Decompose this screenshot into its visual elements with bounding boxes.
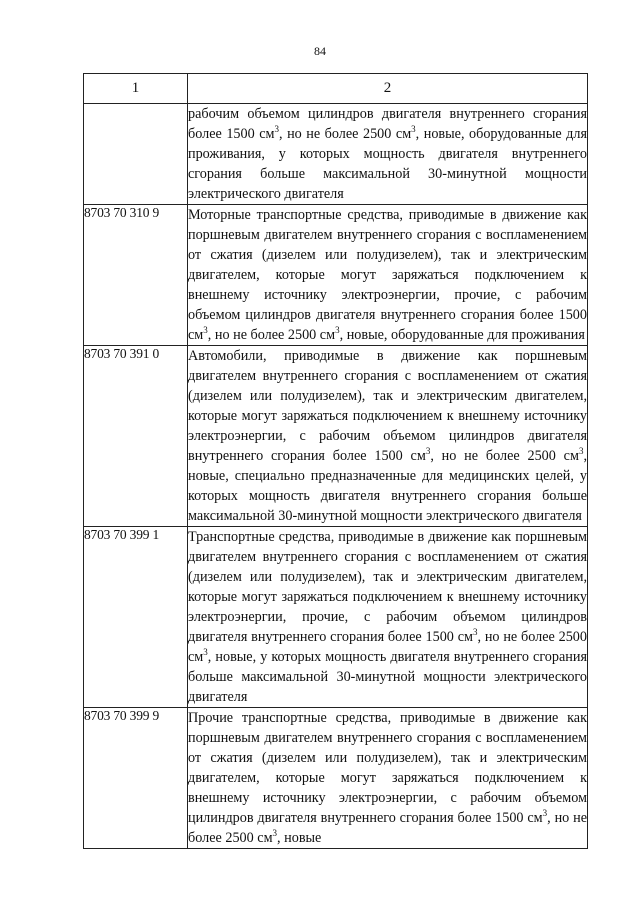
column-header-1: 1 bbox=[84, 74, 188, 104]
commodity-code: 8703 70 391 0 bbox=[84, 346, 188, 527]
tariff-table bbox=[83, 73, 588, 849]
page-number: 84 bbox=[314, 44, 326, 58]
commodity-code: 8703 70 310 9 bbox=[84, 205, 188, 346]
table-row bbox=[84, 104, 588, 205]
commodity-description: Транспортные средства, приводимые в движение как поршневым двигателем внутреннего сгорания с воспламенением от сжатия (дизелем или полудизелем), так и электрическим двигателем, которые могут заряжаться подключением к внешнему источнику электроэнергии, прочие, с рабочим объемом цилиндров двигателя внутреннего сгорания более 1500 $см^3$, но не более 2500 $см^3$, новые, у которых мощность двигателя внутреннего сгорания больше максимальной 30-минутной мощности электрического двигателя bbox=[188, 527, 588, 708]
table-row bbox=[84, 205, 588, 346]
commodity-code: 8703 70 399 1 bbox=[84, 527, 188, 708]
commodity-code bbox=[84, 104, 188, 205]
table-row bbox=[84, 708, 588, 849]
commodity-code: 8703 70 399 9 bbox=[84, 708, 188, 849]
table-header-row bbox=[84, 74, 588, 104]
commodity-description: Моторные транспортные средства, приводимые в движение как поршневым двигателем внутреннего сгорания с воспламенением от сжатия (дизелем или полудизелем), так и электрическим двигателем, которые могут заряжаться подключением к внешнему источнику электроэнергии, прочие, с рабочим объемом цилиндров двигателя внутреннего сгорания более 1500 $см^3$, но не более 2500 $см^3$, новые, оборудованные для проживания bbox=[188, 205, 588, 346]
table-row bbox=[84, 527, 588, 708]
commodity-description: рабочим объемом цилиндров двигателя внутреннего сгорания более 1500 $см^3$, но не более 2500 $см^3$, новые, оборудованные для проживания, у которых мощность двигателя внутреннего сгорания больше максимальной 30-минутной мощности электрического двигателя bbox=[188, 104, 588, 205]
commodity-description: Автомобили, приводимые в движение как поршневым двигателем внутреннего сгорания с воспламенением от сжатия (дизелем или полудизелем), так и электрическим двигателем, которые могут заряжаться подключением к внешнему источнику электроэнергии, с рабочим объемом цилиндров двигателя внутреннего сгорания более 1500 $см^3$, но не более 2500 $см^3$, новые, специально предназначенные для медицинских целей, у которых мощность двигателя внутреннего сгорания больше максимальной 30-минутной мощности электрического двигателя bbox=[188, 346, 588, 527]
column-header-2: 2 bbox=[188, 74, 588, 104]
commodity-description: Прочие транспортные средства, приводимые в движение как поршневым двигателем внутреннего сгорания с воспламенением от сжатия (дизелем или полудизелем), так и электрическим двигателем, которые могут заряжаться подключением к внешнему источнику электроэнергии, с рабочим объемом цилиндров двигателя внутреннего сгорания более 1500 $см^3$, но не более 2500 $см^3$, новые bbox=[188, 708, 588, 849]
table-row bbox=[84, 346, 588, 527]
